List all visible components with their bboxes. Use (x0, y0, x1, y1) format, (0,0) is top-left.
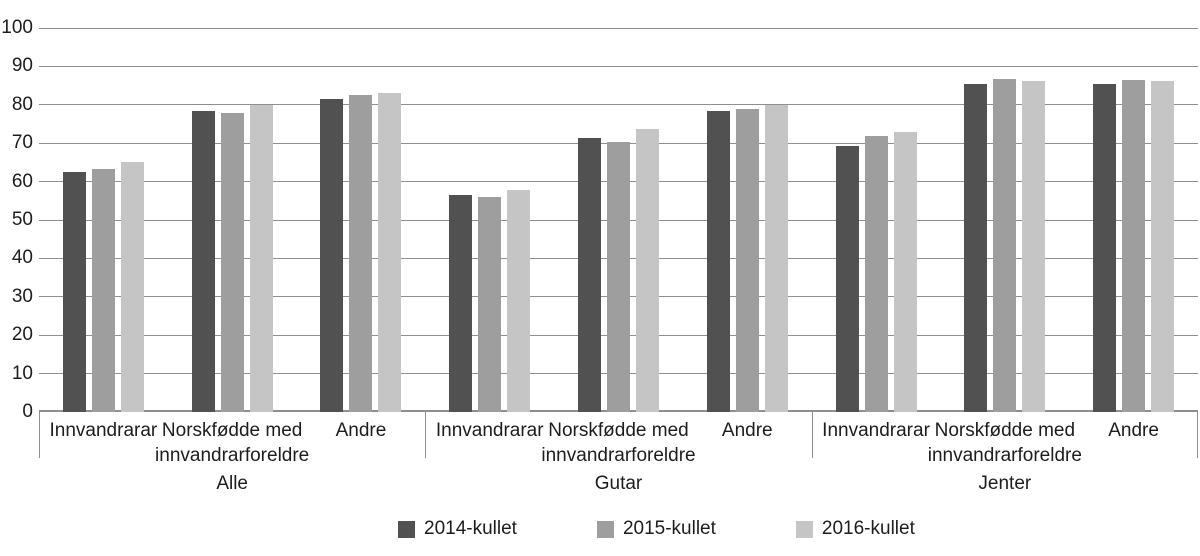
bar-2016-kullet (378, 93, 401, 412)
legend-item (796, 518, 915, 540)
bar-2015-kullet (865, 136, 888, 412)
bar-cluster (1093, 28, 1174, 412)
category-label: Andre (1108, 420, 1159, 441)
bar-2016-kullet (507, 190, 530, 412)
bar-2016-kullet (1151, 81, 1174, 412)
bar-2014-kullet (836, 146, 859, 412)
legend-label: 2015-kullet (622, 518, 716, 539)
bar-2016-kullet (250, 105, 273, 412)
legend-swatch-icon (796, 521, 813, 538)
legend-label: 2016-kullet (821, 518, 915, 539)
bar-2014-kullet (449, 195, 472, 412)
y-tick-label: 100 (1, 17, 33, 38)
bar-2015-kullet (478, 197, 501, 412)
legend-item (597, 518, 716, 540)
bar-2015-kullet (736, 109, 759, 412)
y-tick-label: 80 (11, 93, 33, 115)
y-tick-label: 0 (22, 401, 33, 422)
y-tick-label: 70 (11, 132, 33, 154)
bar-cluster (707, 28, 788, 412)
bar-2016-kullet (765, 105, 788, 412)
bar-2016-kullet (121, 162, 144, 412)
legend-swatch-icon (398, 521, 415, 538)
category-label: Norskfødde med innvandrarforeldre (155, 420, 310, 466)
bar-cluster (320, 28, 401, 412)
category-label: Innvandrarar (435, 420, 544, 441)
y-tick-label: 60 (11, 170, 33, 192)
bar-2014-kullet (192, 111, 215, 412)
bar-2016-kullet (1022, 81, 1045, 412)
bar-cluster (836, 28, 917, 412)
bar-2014-kullet (707, 111, 730, 412)
y-tick-label: 90 (11, 55, 33, 77)
legend-swatch-icon (597, 521, 614, 538)
bar-2015-kullet (993, 79, 1016, 412)
bar-2015-kullet (349, 95, 372, 412)
category-label: Andre (721, 420, 773, 441)
category-label: Innvandrarar (822, 420, 930, 441)
bar-2015-kullet (92, 169, 115, 412)
category-label: Norskfødde med innvandrarforeldre (541, 420, 696, 466)
category-label: Innvandrarar (49, 420, 158, 441)
bar-2014-kullet (964, 84, 987, 412)
bar-2014-kullet (1093, 84, 1116, 412)
legend-item (398, 518, 517, 540)
bar-cluster (63, 28, 144, 412)
bar-2014-kullet (578, 138, 601, 412)
category-label: Andre (335, 420, 387, 441)
bar-2014-kullet (320, 99, 343, 412)
y-tick-label: 40 (11, 247, 33, 269)
bar-cluster (964, 28, 1045, 412)
bar-2015-kullet (607, 142, 630, 412)
group-label: Gutar (594, 473, 643, 494)
y-tick-label: 50 (11, 209, 33, 230)
bar-cluster (578, 28, 659, 412)
y-tick-label: 30 (11, 285, 33, 307)
category-label: Norskfødde med innvandrarforeldre (927, 420, 1082, 466)
bar-2015-kullet (1122, 80, 1145, 412)
bar-2015-kullet (221, 113, 244, 412)
bar-2016-kullet (636, 129, 659, 412)
bar-2016-kullet (894, 132, 917, 412)
group-label: Alle (216, 473, 248, 494)
bar-cluster (192, 28, 273, 412)
y-tick-label: 10 (11, 362, 33, 384)
plot-area (39, 28, 1198, 412)
group-label: Jenter (978, 473, 1032, 494)
bar-cluster (449, 28, 530, 412)
y-tick-label: 20 (11, 324, 33, 346)
bar-2014-kullet (63, 172, 86, 412)
legend (398, 518, 915, 540)
legend-label: 2014-kullet (424, 518, 517, 539)
